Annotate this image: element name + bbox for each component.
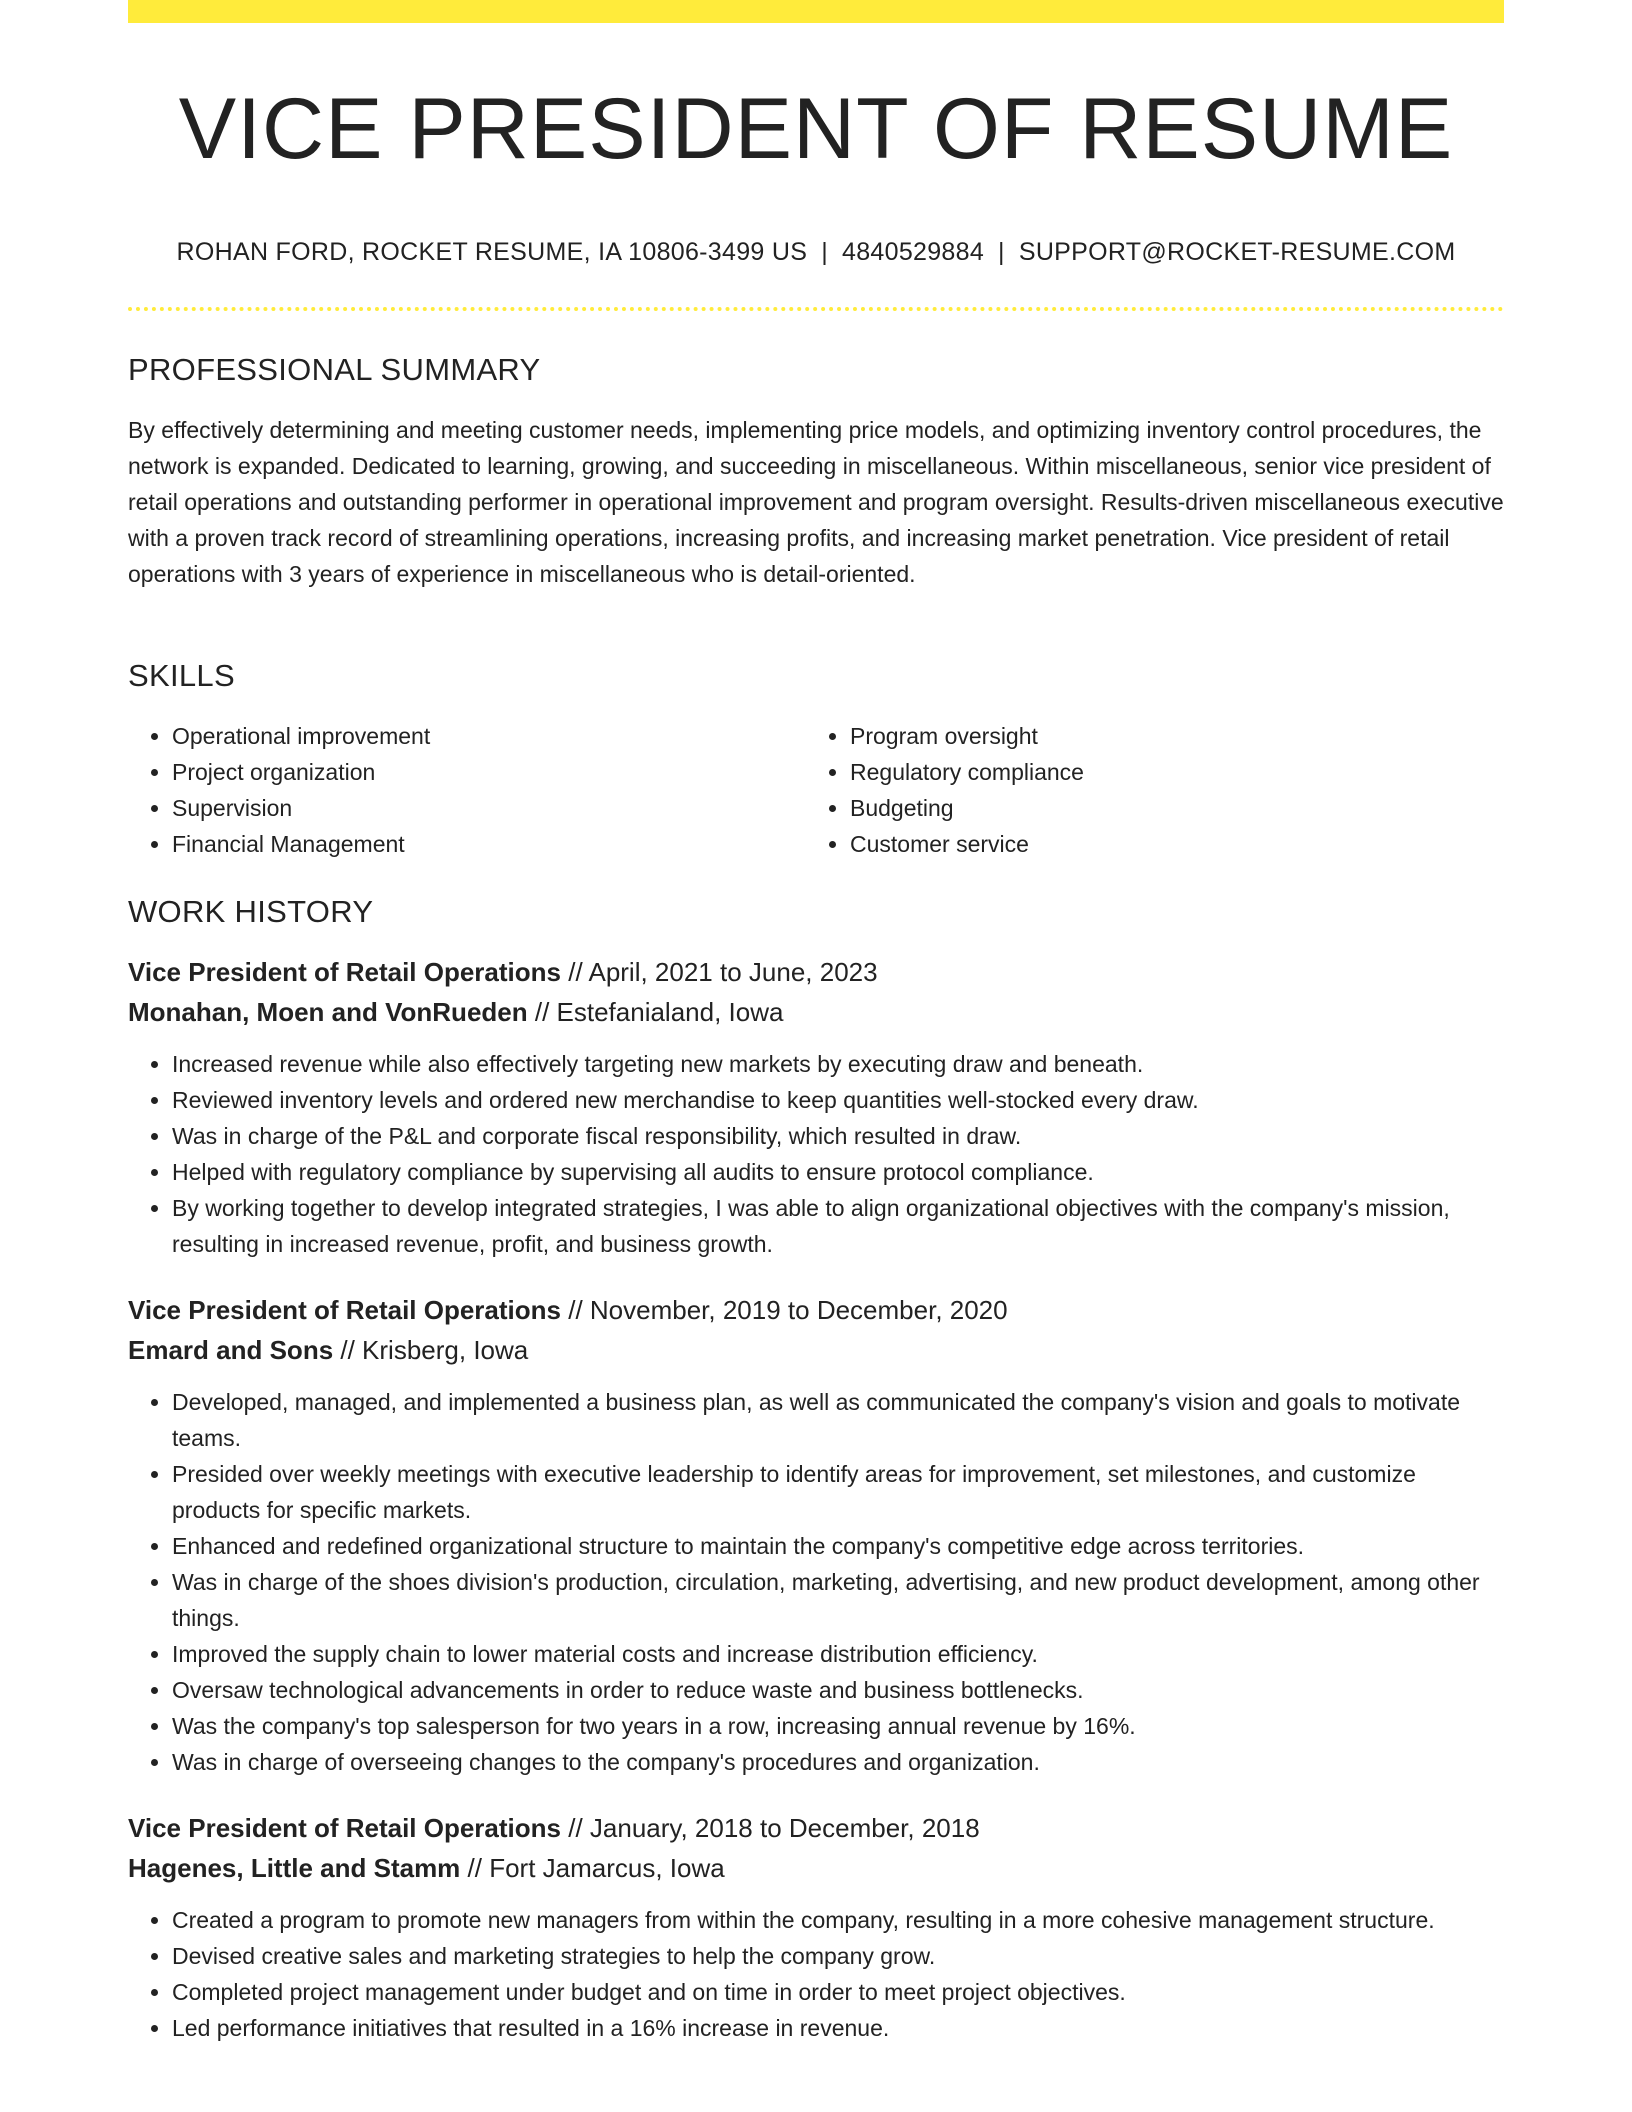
job-company: Emard and Sons — [128, 1335, 334, 1365]
contact-email: SUPPORT@ROCKET-RESUME.COM — [1018, 238, 1456, 266]
job-bullet: • Presided over weekly meetings with executive leadership to identify areas for improvement, set milestones, and customize products for specific markets. — [172, 1456, 1504, 1528]
work-history-heading: WORK HISTORY — [128, 894, 374, 929]
job-entry — [128, 952, 1504, 1262]
job-bullet: • Helped with regulatory compliance by supervising all audits to ensure protocol compliance. — [172, 1154, 1504, 1190]
summary-heading: PROFESSIONAL SUMMARY — [128, 352, 541, 387]
job-dates: // November, 2019 to December, 2020 — [568, 1295, 1008, 1325]
job-bullet: • Enhanced and redefined organizational structure to maintain the company's competitive edge across territories. — [172, 1528, 1504, 1564]
job-role: Vice President of Retail Operations — [128, 957, 561, 987]
contact-phone: 4840529884 — [842, 238, 985, 266]
job-role-line — [128, 1290, 1504, 1330]
job-role-line — [128, 1808, 1504, 1848]
skill-item: • Financial Management — [172, 826, 806, 862]
job-location: // Krisberg, Iowa — [340, 1335, 529, 1365]
summary-section — [128, 352, 1504, 592]
job-bullet: • Reviewed inventory levels and ordered new merchandise to keep quantities well-stocked every draw. — [172, 1082, 1504, 1118]
summary-text: By effectively determining and meeting customer needs, implementing price models, and optimizing inventory control procedures, the network is expanded. Dedicated to learning, growing, and succeeding in miscellaneous. Within miscellaneous, senior vice president of retail operations and outstanding performer in operational improvement and program oversight. Results-driven miscellaneous executive with a proven track record of streamlining operations, increasing profits, and increasing market penetration. Vice president of retail operations with 3 years of experience in miscellaneous who is detail-oriented. — [128, 417, 1504, 587]
skills-heading: SKILLS — [128, 658, 235, 693]
job-bullet: • Increased revenue while also effectively targeting new markets by executing draw and beneath. — [172, 1046, 1504, 1082]
skills-list-left — [128, 718, 806, 862]
job-bullets — [128, 1384, 1504, 1780]
contact-line — [128, 238, 1504, 267]
job-role: Vice President of Retail Operations — [128, 1295, 561, 1325]
skill-item: • Program oversight — [850, 718, 1484, 754]
job-company-line — [128, 992, 1504, 1032]
job-company: Hagenes, Little and Stamm — [128, 1853, 461, 1883]
dotted-divider — [128, 307, 1504, 311]
contact-separator: | — [998, 238, 1005, 266]
skill-item: • Regulatory compliance — [850, 754, 1484, 790]
job-bullet: • Created a program to promote new managers from within the company, resulting in a more cohesive management structure. — [172, 1902, 1504, 1938]
job-bullet: • Was in charge of the P&L and corporate fiscal responsibility, which resulted in draw. — [172, 1118, 1504, 1154]
job-bullet: • Was in charge of the shoes division's production, circulation, marketing, advertising, and new product development, among other things. — [172, 1564, 1504, 1636]
job-entry — [128, 1290, 1504, 1780]
job-entry — [128, 1808, 1504, 2046]
job-bullets — [128, 1902, 1504, 2046]
job-bullet: • Developed, managed, and implemented a business plan, as well as communicated the company's vision and goals to motivate teams. — [172, 1384, 1504, 1456]
job-bullet: • Improved the supply chain to lower material costs and increase distribution efficiency. — [172, 1636, 1504, 1672]
job-role: Vice President of Retail Operations — [128, 1813, 561, 1843]
job-bullet: • Was the company's top salesperson for two years in a row, increasing annual revenue by 16%. — [172, 1708, 1504, 1744]
skill-item: • Budgeting — [850, 790, 1484, 826]
top-accent-bar — [128, 0, 1504, 23]
skill-item: • Supervision — [172, 790, 806, 826]
job-location: // Estefanialand, Iowa — [534, 997, 784, 1027]
job-role-line — [128, 952, 1504, 992]
job-company: Monahan, Moen and VonRueden — [128, 997, 528, 1027]
contact-address: ROHAN FORD, ROCKET RESUME, IA 10806-3499 US — [176, 238, 808, 266]
job-location: // Fort Jamarcus, Iowa — [467, 1853, 725, 1883]
job-bullets — [128, 1046, 1504, 1262]
skill-item: • Customer service — [850, 826, 1484, 862]
job-bullet: • Was in charge of overseeing changes to the company's procedures and organization. — [172, 1744, 1504, 1780]
job-bullet: • Devised creative sales and marketing strategies to help the company grow. — [172, 1938, 1504, 1974]
job-dates: // January, 2018 to December, 2018 — [568, 1813, 980, 1843]
job-company-line — [128, 1330, 1504, 1370]
skills-list-right — [806, 718, 1484, 862]
job-dates: // April, 2021 to June, 2023 — [568, 957, 878, 987]
work-history-section — [128, 894, 1504, 2074]
job-bullet: • By working together to develop integrated strategies, I was able to align organizational objectives with the company's mission, resulting in increased revenue, profit, and business growth. — [172, 1190, 1504, 1262]
skills-section — [128, 658, 1504, 862]
job-company-line — [128, 1848, 1504, 1888]
skills-columns — [128, 718, 1504, 862]
resume-title: VICE PRESIDENT OF RESUME — [178, 81, 1454, 177]
contact-separator: | — [821, 238, 828, 266]
job-bullet: • Led performance initiatives that resulted in a 16% increase in revenue. — [172, 2010, 1504, 2046]
job-bullet: • Oversaw technological advancements in order to reduce waste and business bottlenecks. — [172, 1672, 1504, 1708]
skill-item: • Operational improvement — [172, 718, 806, 754]
skill-item: • Project organization — [172, 754, 806, 790]
job-bullet: • Completed project management under budget and on time in order to meet project objectives. — [172, 1974, 1504, 2010]
